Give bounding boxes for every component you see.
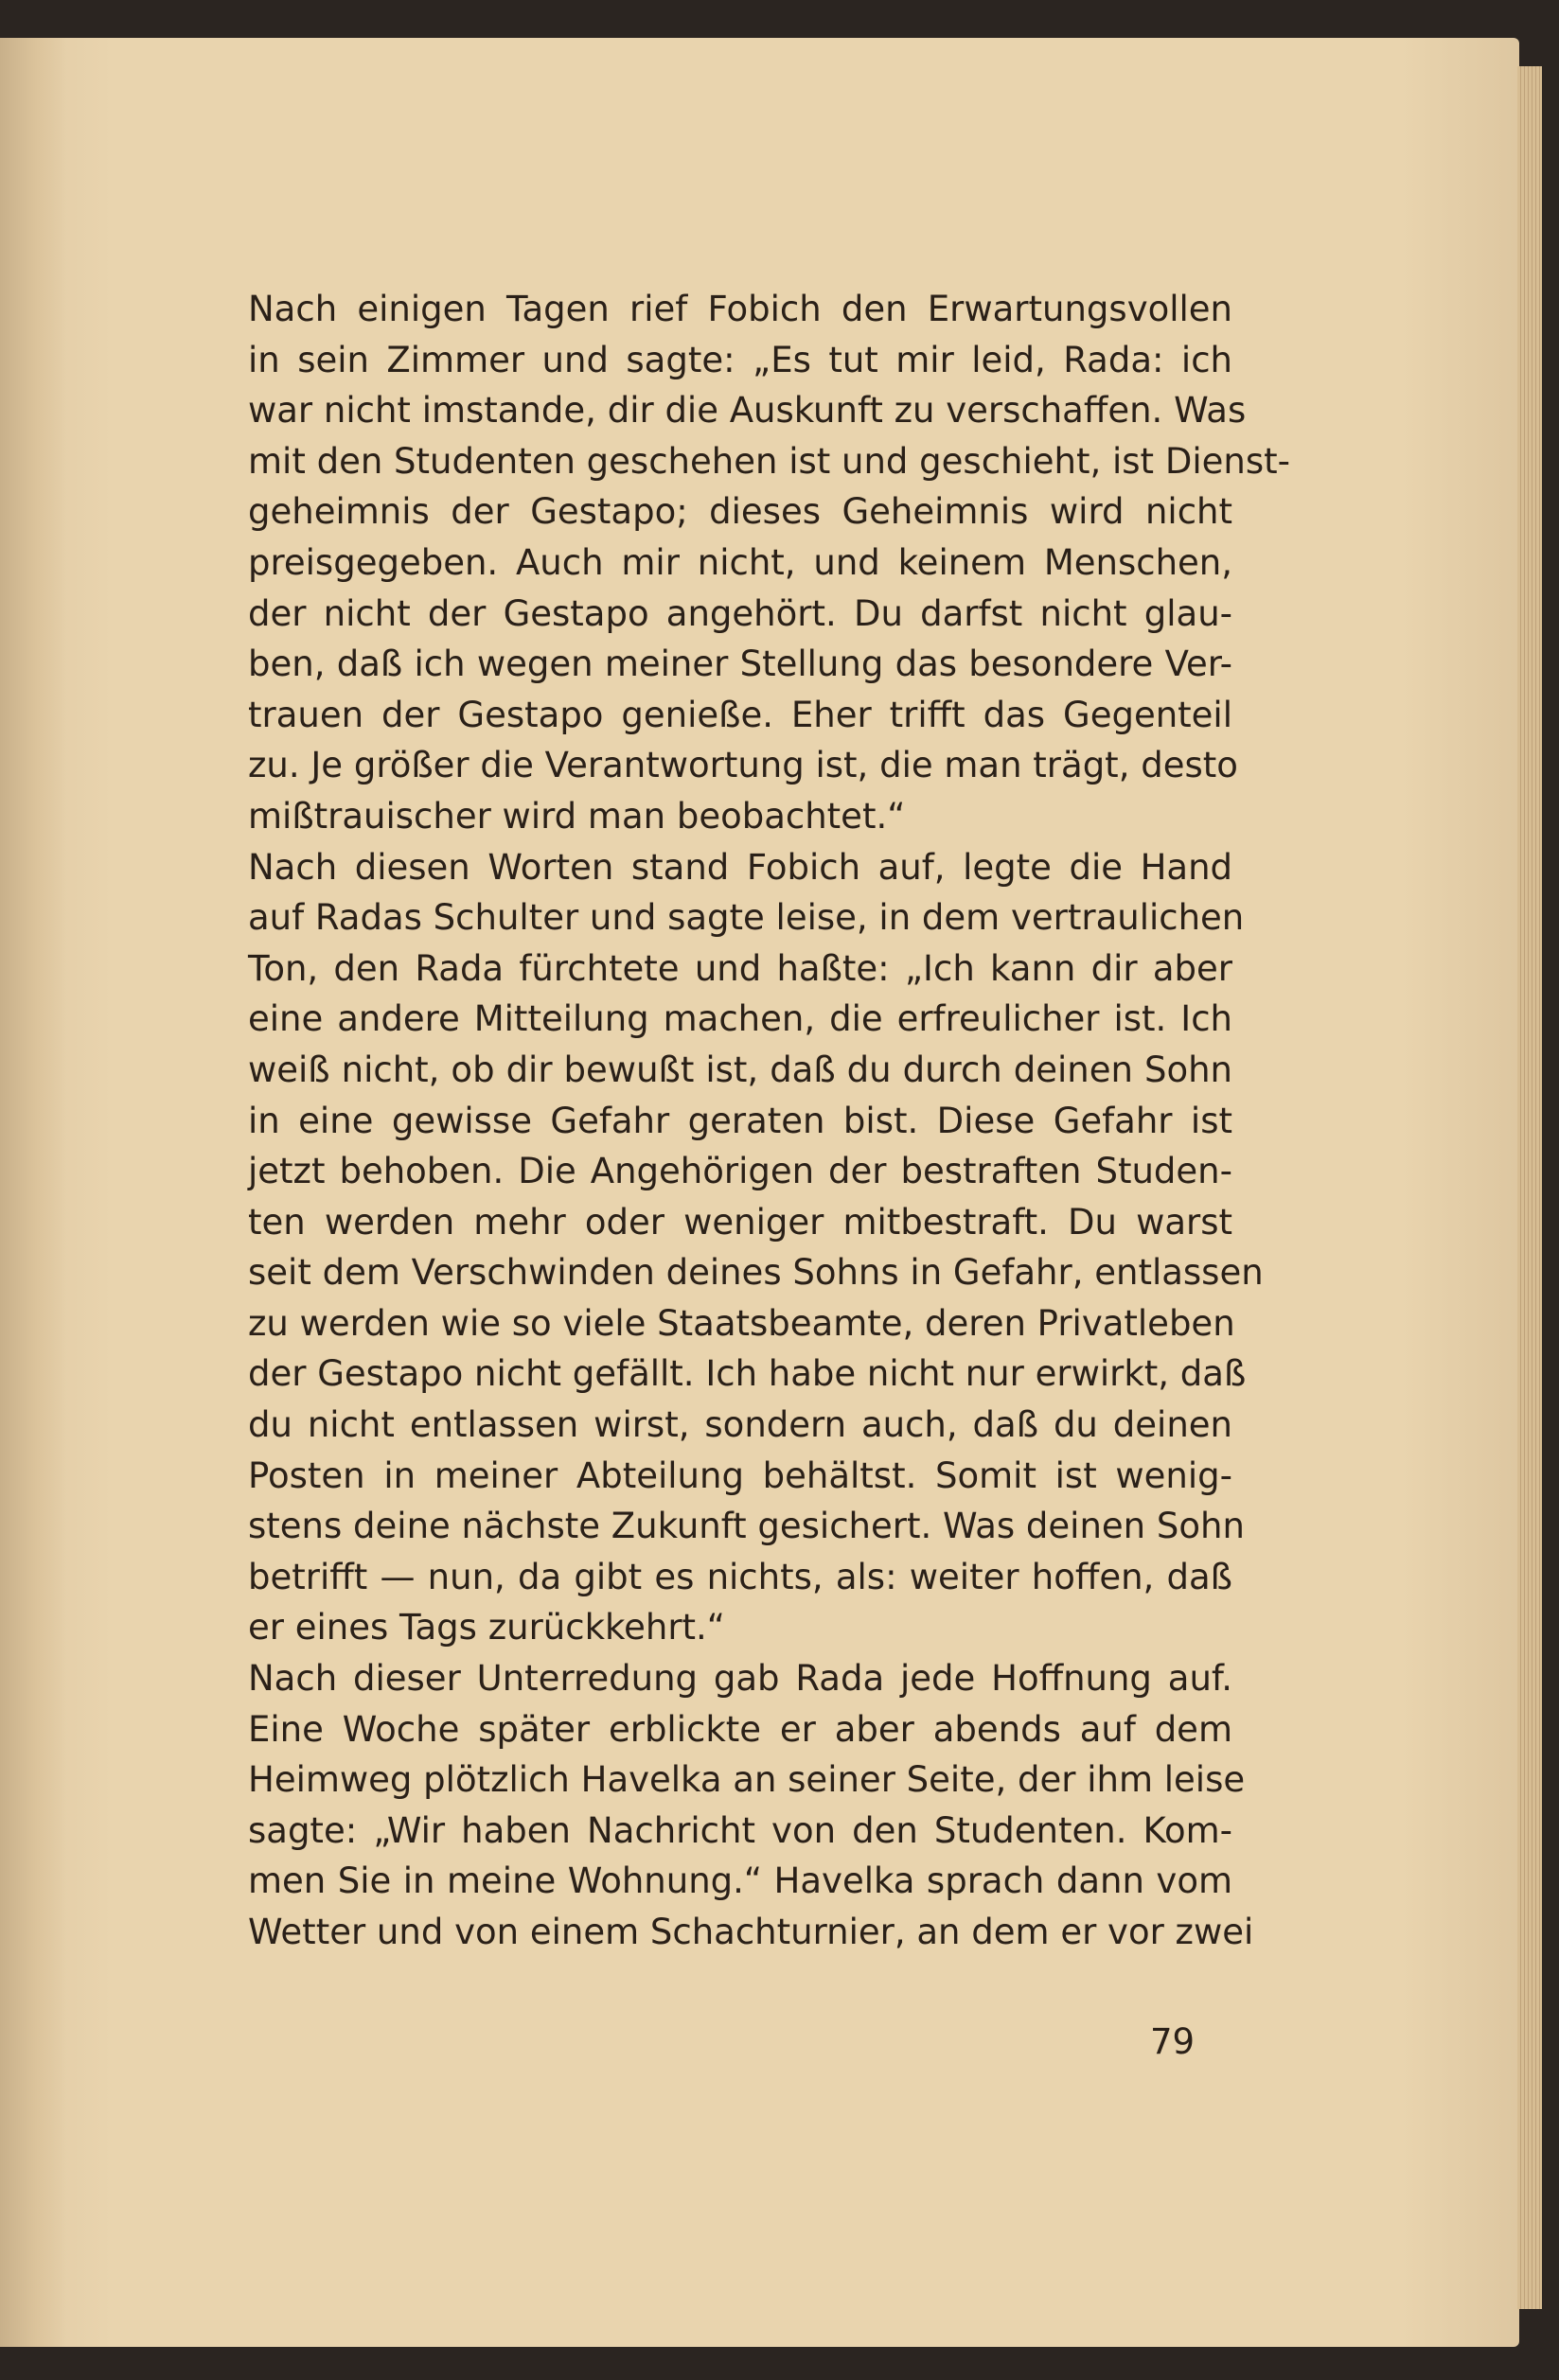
text-line: ben, daß ich wegen meiner Stellung das besondere Ver- (248, 643, 1232, 685)
text-line: Nach dieser Unterredung gab Rada jede Hoffnung auf. (248, 1658, 1232, 1700)
text-line: Wetter und von einem Schachturnier, an dem er vor zwei (248, 1912, 1254, 1952)
text-line: seit dem Verschwinden deines Sohns in Gefahr, entlassen (248, 1252, 1264, 1294)
text-line: trauen der Gestapo genieße. Eher trifft das Gegenteil (248, 694, 1232, 735)
text-line: der Gestapo nicht gefällt. Ich habe nicht nur erwirkt, daß (248, 1353, 1247, 1395)
text-line: war nicht imstande, dir die Auskunft zu verschaffen. Was (248, 390, 1247, 432)
text-line: preisgegeben. Auch mir nicht, und keinem Menschen, (248, 541, 1232, 583)
text-line: geheimnis der Gestapo; dieses Geheimnis wird nicht (248, 491, 1232, 533)
text-line: sagte: „Wir haben Nachricht von den Studenten. Kom- (248, 1809, 1232, 1851)
text-line: betrifft — nun, da gibt es nichts, als: weiter hoffen, daß (248, 1556, 1232, 1597)
text-line: men Sie in meine Wohnung.“ Havelka sprach dann vom (248, 1860, 1232, 1902)
text-line: in sein Zimmer und sagte: „Es tut mir leid, Rada: ich (248, 339, 1232, 380)
text-line: zu. Je größer die Verantwortung ist, die man trägt, desto (248, 745, 1238, 786)
text-line: mißtrauischer wird man beobachtet.“ (248, 795, 906, 837)
text-line: zu werden wie so viele Staatsbeamte, deren Privatleben (248, 1302, 1235, 1344)
body-text (248, 284, 1290, 1958)
text-line: stens deine nächste Zukunft gesichert. Was deinen Sohn (248, 1506, 1245, 1547)
text-line: eine andere Mitteilung machen, die erfreulicher ist. Ich (248, 998, 1232, 1040)
text-line: Nach diesen Worten stand Fobich auf, legte die Hand (248, 846, 1232, 888)
text-line: Nach einigen Tagen rief Fobich den Erwartungsvollen (248, 289, 1232, 329)
text-line: Eine Woche später erblickte er aber abends auf dem (248, 1708, 1232, 1750)
page-edges (1517, 66, 1542, 2309)
text-line: der nicht der Gestapo angehört. Du darfst nicht glau- (248, 592, 1232, 634)
page-number: 79 (1150, 2021, 1196, 2062)
page-gutter (0, 38, 66, 2347)
text-line: auf Radas Schulter und sagte leise, in dem vertraulichen (248, 897, 1245, 939)
text-line: Ton, den Rada fürchtete und haßte: „Ich kann dir aber (248, 947, 1232, 989)
text-line: ten werden mehr oder weniger mitbestraft. Du warst (248, 1201, 1232, 1243)
text-line: Heimweg plötzlich Havelka an seiner Seite, der ihm leise (248, 1759, 1246, 1801)
text-line: weiß nicht, ob dir bewußt ist, daß du durch deinen Sohn (248, 1049, 1232, 1090)
text-line: jetzt behoben. Die Angehörigen der bestraften Studen- (248, 1151, 1232, 1192)
text-line: er eines Tags zurückkehrt.“ (248, 1607, 725, 1648)
text-line: in eine gewisse Gefahr geraten bist. Diese Gefahr ist (248, 1100, 1232, 1141)
text-line: Posten in meiner Abteilung behältst. Somit ist wenig- (248, 1454, 1232, 1496)
text-line: du nicht entlassen wirst, sondern auch, daß du deinen (248, 1404, 1232, 1446)
text-line: mit den Studenten geschehen ist und geschieht, ist Dienst- (248, 440, 1290, 482)
